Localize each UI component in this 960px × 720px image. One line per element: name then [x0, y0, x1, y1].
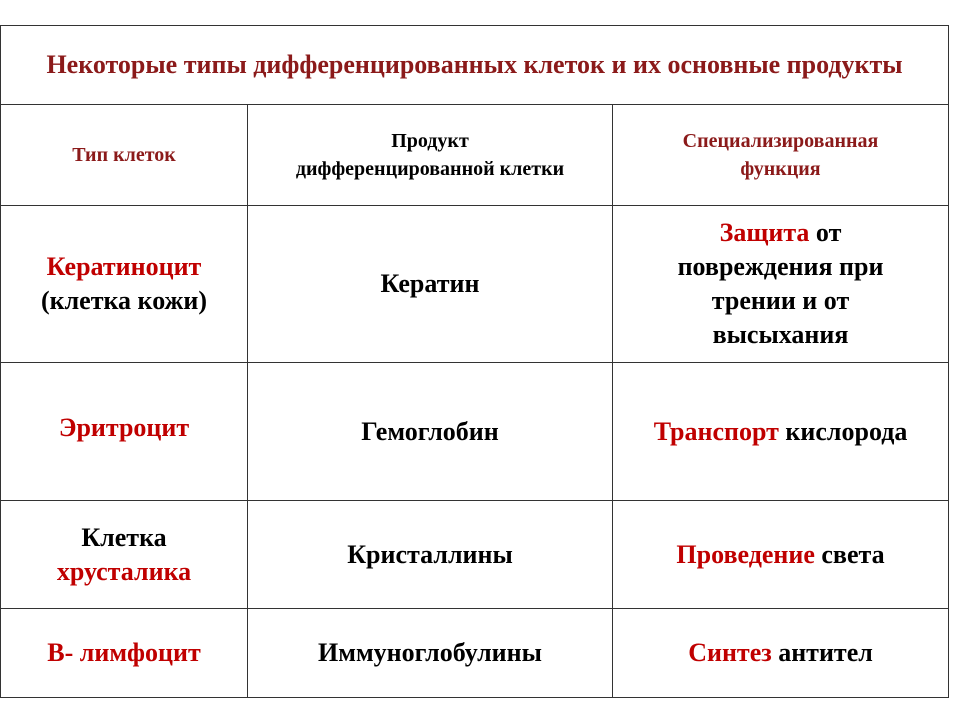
table-title: Некоторые типы дифференцированных клеток и их основные продукты — [1, 26, 949, 105]
cell-type-note: Клетка — [81, 522, 167, 552]
cell-type-cell — [1, 206, 248, 363]
function-keyword: Синтез — [688, 638, 772, 667]
function-rest: света — [821, 539, 885, 569]
table-row — [1, 501, 949, 609]
cell-type-cell — [1, 501, 248, 609]
function-cell — [613, 363, 949, 501]
cell-type-cell — [1, 363, 248, 501]
header-cell-type: Тип клеток — [1, 105, 248, 206]
title-row — [1, 26, 949, 105]
product-cell: Кристаллины — [248, 501, 613, 609]
table-row — [1, 363, 949, 501]
function-keyword: Проведение — [676, 539, 815, 569]
product-cell: Иммуноглобулины — [248, 609, 613, 698]
function-keyword: Защита — [719, 218, 810, 247]
product-cell: Кератин — [248, 206, 613, 363]
header-product — [248, 105, 613, 206]
header-function-text: Специализированная функция — [682, 130, 879, 180]
function-rest: от повреждения при трении и от высыхания — [677, 218, 884, 349]
function-cell — [613, 501, 949, 609]
function-rest: антител — [778, 638, 873, 667]
function-keyword: Транспорт — [653, 416, 779, 446]
product-cell: Гемоглобин — [248, 363, 613, 501]
cell-type-name: Эритроцит — [58, 412, 190, 442]
function-cell — [613, 609, 949, 698]
table-row — [1, 609, 949, 698]
header-product-text: Продукт дифференцированной клетки — [295, 130, 565, 180]
function-cell — [613, 206, 949, 363]
cell-type-cell — [1, 609, 248, 698]
function-rest: кислорода — [785, 416, 908, 446]
cell-type-note: (клетка кожи) — [40, 286, 208, 315]
header-row — [1, 105, 949, 206]
cell-type-name: В- лимфоцит — [47, 638, 201, 667]
cell-types-table — [0, 25, 949, 698]
header-function — [613, 105, 949, 206]
cell-type-name: Кератиноцит — [46, 252, 202, 281]
table-row — [1, 206, 949, 363]
cell-type-name: хрусталика — [56, 556, 192, 586]
